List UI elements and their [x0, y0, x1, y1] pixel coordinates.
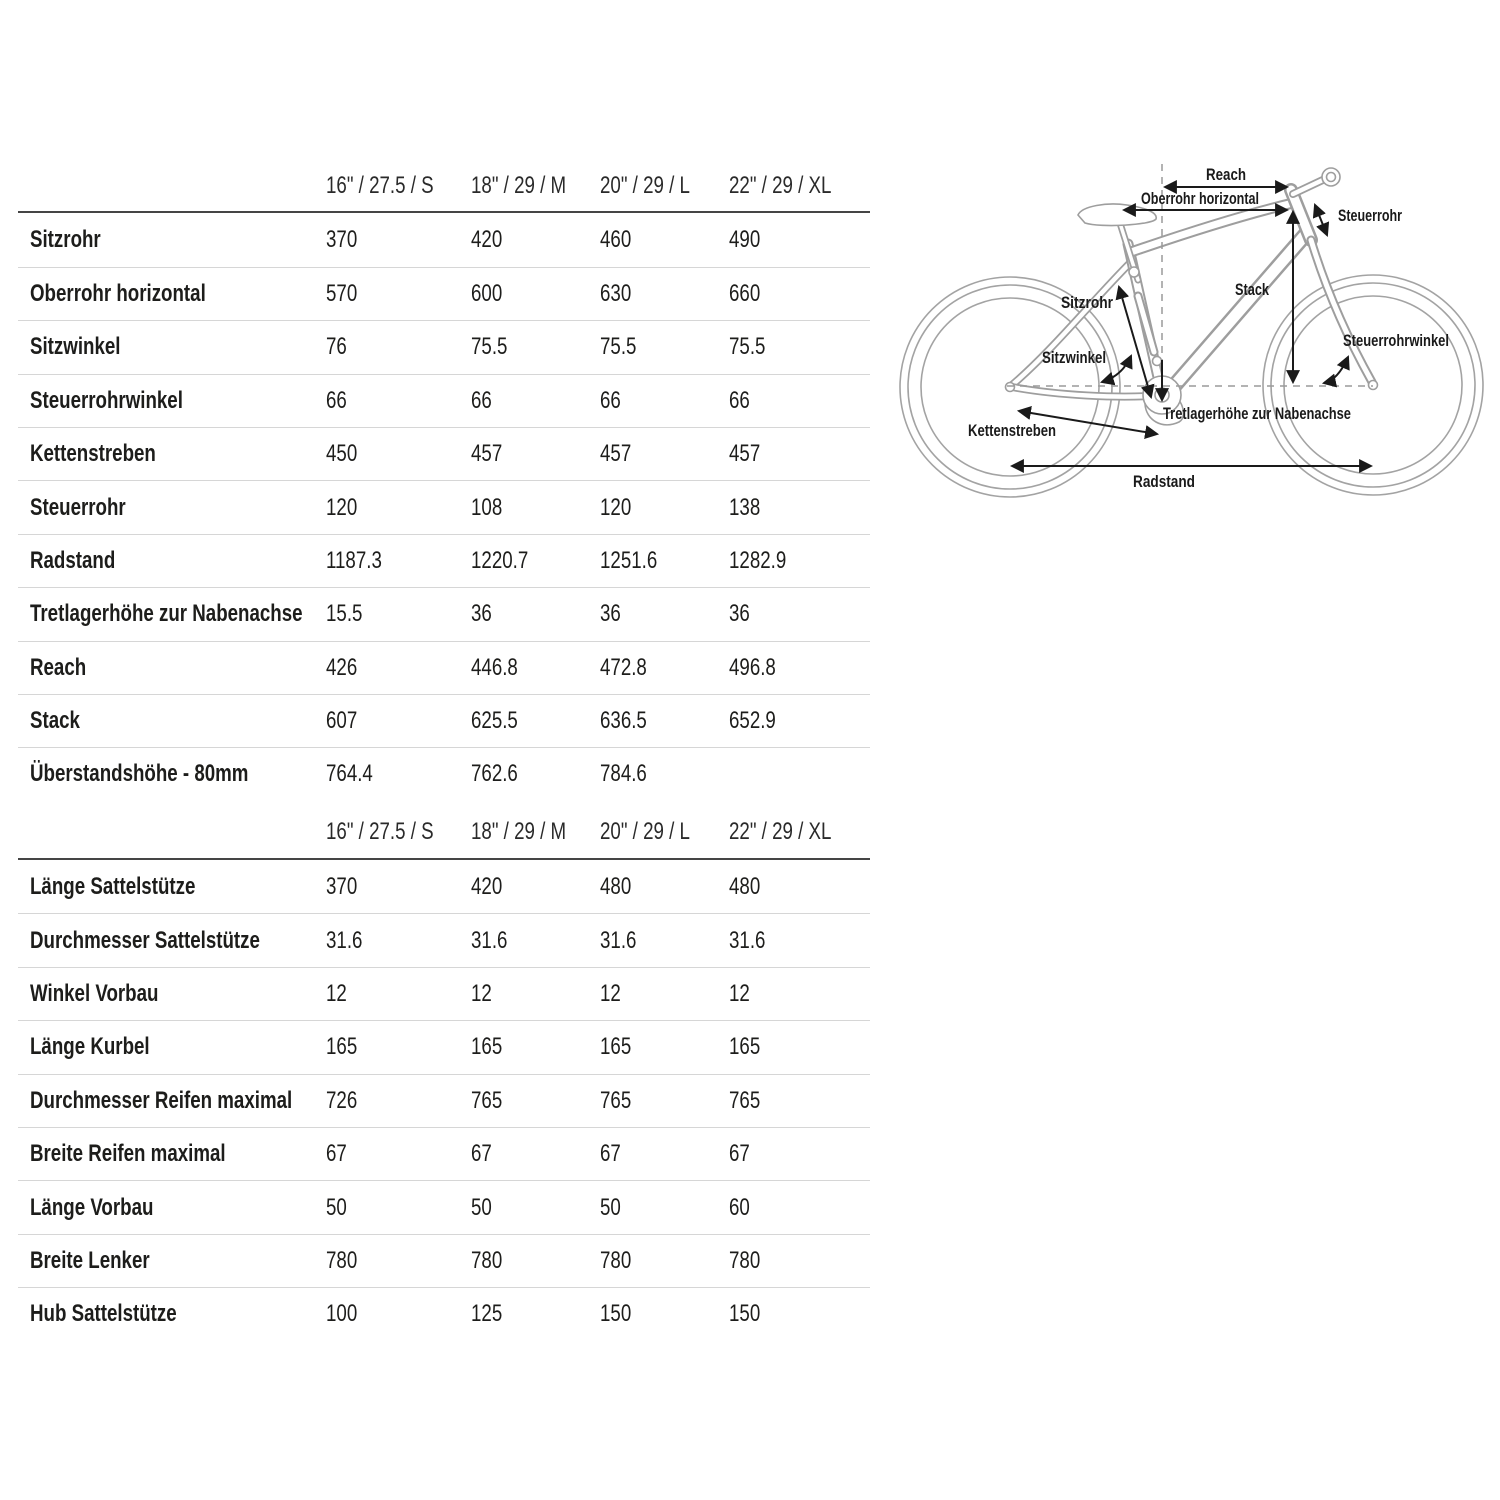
- cell-value: 472.8: [600, 653, 647, 681]
- cell-value: 570: [326, 279, 358, 307]
- cell-value: 36: [600, 600, 621, 628]
- cell-value: 607: [326, 707, 358, 735]
- radstand-label: Radstand: [1133, 472, 1195, 491]
- table-row: [18, 427, 870, 480]
- cell-value: 765: [471, 1086, 503, 1114]
- cell-value: 12: [326, 979, 347, 1007]
- row-label: Länge Kurbel: [30, 1033, 150, 1061]
- cell-value: 480: [729, 872, 761, 900]
- cell-value: 66: [729, 386, 750, 414]
- size-column-header: 18" / 29 / M: [471, 171, 567, 199]
- cell-value: 1220.7: [471, 546, 529, 574]
- cell-value: 15.5: [326, 600, 363, 628]
- cell-value: 75.5: [471, 333, 508, 361]
- cell-value: 100: [326, 1300, 358, 1328]
- row-label: Breite Reifen maximal: [30, 1140, 226, 1168]
- row-label: Kettenstreben: [30, 440, 156, 468]
- cell-value: 31.6: [326, 926, 363, 954]
- cell-value: 12: [600, 979, 621, 1007]
- row-label: Breite Lenker: [30, 1246, 150, 1274]
- cell-value: 1282.9: [729, 546, 787, 574]
- cell-value: 120: [326, 493, 358, 521]
- table-row: [18, 641, 870, 694]
- cell-value: 420: [471, 872, 503, 900]
- row-label: Stack: [30, 707, 80, 735]
- cell-value: 138: [729, 493, 761, 521]
- cell-value: 765: [600, 1086, 632, 1114]
- table-row: [18, 747, 870, 800]
- table-row: [18, 913, 870, 966]
- cell-value: 457: [600, 440, 632, 468]
- row-label: Steuerrohrwinkel: [30, 386, 183, 414]
- cell-value: 165: [729, 1033, 761, 1061]
- row-label: Länge Sattelstütze: [30, 872, 196, 900]
- row-label: Radstand: [30, 546, 116, 574]
- cell-value: 165: [326, 1033, 358, 1061]
- cell-value: 75.5: [600, 333, 637, 361]
- row-label: Durchmesser Reifen maximal: [30, 1086, 293, 1114]
- front-axle: [1369, 381, 1378, 390]
- cell-value: 1251.6: [600, 546, 658, 574]
- size-column-header: 20" / 29 / L: [600, 818, 690, 846]
- cell-value: 36: [471, 600, 492, 628]
- row-label: Oberrohr horizontal: [30, 279, 206, 307]
- cell-value: 426: [326, 653, 358, 681]
- cell-value: [729, 765, 870, 783]
- cell-value: 457: [471, 440, 503, 468]
- stack-label: Stack: [1235, 280, 1270, 299]
- cell-value: 460: [600, 226, 632, 254]
- table-row: [18, 1180, 870, 1233]
- table-row: [18, 480, 870, 533]
- cell-value: 150: [600, 1300, 632, 1328]
- table-row: [18, 374, 870, 427]
- cell-value: 76: [326, 333, 347, 361]
- cell-value: 780: [600, 1246, 632, 1274]
- cell-value: 50: [326, 1193, 347, 1221]
- cell-value: 600: [471, 279, 503, 307]
- cell-value: 150: [729, 1300, 761, 1328]
- cell-value: 780: [729, 1246, 761, 1274]
- table-row: [18, 967, 870, 1020]
- header-spacer: [18, 823, 326, 841]
- bike-geometry-diagram: [895, 148, 1495, 548]
- steuerrohrwinkel-label: Steuerrohrwinkel: [1343, 331, 1449, 350]
- row-label: Winkel Vorbau: [30, 979, 159, 1007]
- size-column-header: 16" / 27.5 / S: [326, 171, 434, 199]
- sitzwinkel-label: Sitzwinkel: [1042, 348, 1106, 367]
- cell-value: 780: [471, 1246, 503, 1274]
- frame-geometry-table: [18, 160, 870, 801]
- cell-value: 50: [471, 1193, 492, 1221]
- cell-value: 765: [729, 1086, 761, 1114]
- components-table: [18, 807, 870, 1341]
- cell-value: 784.6: [600, 760, 647, 788]
- table-row: [18, 320, 870, 373]
- reach-label: Reach: [1206, 165, 1246, 184]
- cell-value: 67: [729, 1140, 750, 1168]
- cell-value: 31.6: [600, 926, 637, 954]
- cell-value: 165: [471, 1033, 503, 1061]
- cell-value: 75.5: [729, 333, 766, 361]
- table-row: [18, 1020, 870, 1073]
- cell-value: 66: [600, 386, 621, 414]
- cell-value: 60: [729, 1193, 750, 1221]
- cell-value: 370: [326, 872, 358, 900]
- cell-value: 12: [729, 979, 750, 1007]
- row-label: Sitzrohr: [30, 226, 101, 254]
- cell-value: 36: [729, 600, 750, 628]
- row-label: Länge Vorbau: [30, 1193, 154, 1221]
- cell-value: 66: [326, 386, 347, 414]
- row-label: Sitzwinkel: [30, 333, 121, 361]
- table-row: [18, 1234, 870, 1287]
- cell-value: 660: [729, 279, 761, 307]
- cell-value: 764.4: [326, 760, 373, 788]
- row-label: Überstandshöhe - 80mm: [30, 760, 249, 788]
- cell-value: 420: [471, 226, 503, 254]
- table-row: [18, 534, 870, 587]
- table-row: [18, 694, 870, 747]
- table-row: [18, 1074, 870, 1127]
- cell-value: 726: [326, 1086, 358, 1114]
- sitzrohr-label: Sitzrohr: [1061, 293, 1114, 312]
- cell-value: 490: [729, 226, 761, 254]
- kettenstreben-label: Kettenstreben: [968, 421, 1056, 440]
- cell-value: 625.5: [471, 707, 518, 735]
- cell-value: 450: [326, 440, 358, 468]
- cell-value: 636.5: [600, 707, 647, 735]
- row-label: Tretlagerhöhe zur Nabenachse: [30, 600, 303, 628]
- cell-value: 12: [471, 979, 492, 1007]
- table-row: [18, 213, 870, 266]
- cell-value: 446.8: [471, 653, 518, 681]
- cell-value: 108: [471, 493, 503, 521]
- steuerrohr-arrow: [1315, 205, 1327, 235]
- cell-value: 120: [600, 493, 632, 521]
- table-row: [18, 587, 870, 640]
- pivot: [1129, 267, 1139, 277]
- row-label: Steuerrohr: [30, 493, 126, 521]
- cell-value: 1187.3: [326, 546, 382, 574]
- rear-axle: [1006, 383, 1015, 392]
- table-header-row: [18, 807, 870, 860]
- size-column-header: 16" / 27.5 / S: [326, 818, 434, 846]
- cell-value: 652.9: [729, 707, 776, 735]
- tretlagerhoehe-label: Tretlagerhöhe zur Nabenachse: [1163, 404, 1351, 423]
- table-row: [18, 860, 870, 913]
- size-column-header: 22" / 29 / XL: [729, 171, 832, 199]
- cell-value: 31.6: [471, 926, 508, 954]
- row-label: Durchmesser Sattelstütze: [30, 926, 260, 954]
- header-spacer: [18, 177, 326, 195]
- table-row: [18, 1127, 870, 1180]
- cell-value: 31.6: [729, 926, 766, 954]
- cell-value: 496.8: [729, 653, 776, 681]
- cell-value: 370: [326, 226, 358, 254]
- cell-value: 66: [471, 386, 492, 414]
- cell-value: 165: [600, 1033, 632, 1061]
- table-header-row: [18, 160, 870, 213]
- row-label: Hub Sattelstütze: [30, 1300, 177, 1328]
- diagram-labels: [968, 165, 1449, 491]
- size-column-header: 22" / 29 / XL: [729, 818, 832, 846]
- cell-value: 67: [326, 1140, 347, 1168]
- cell-value: 780: [326, 1246, 358, 1274]
- cell-value: 630: [600, 279, 632, 307]
- cell-value: 762.6: [471, 760, 518, 788]
- cell-value: 50: [600, 1193, 621, 1221]
- table-row: [18, 1287, 870, 1340]
- steuerrohr-label: Steuerrohr: [1338, 206, 1403, 225]
- table-row: [18, 267, 870, 320]
- row-label: Reach: [30, 653, 87, 681]
- size-column-header: 18" / 29 / M: [471, 818, 567, 846]
- steuerrohrwinkel-arc: [1324, 357, 1348, 383]
- pivot: [1153, 357, 1162, 366]
- size-column-header: 20" / 29 / L: [600, 171, 690, 199]
- cell-value: 67: [471, 1140, 492, 1168]
- cell-value: 125: [471, 1300, 503, 1328]
- oberrohr-label: Oberrohr horizontal: [1141, 189, 1259, 208]
- cell-value: 457: [729, 440, 761, 468]
- cell-value: 67: [600, 1140, 621, 1168]
- cell-value: 480: [600, 872, 632, 900]
